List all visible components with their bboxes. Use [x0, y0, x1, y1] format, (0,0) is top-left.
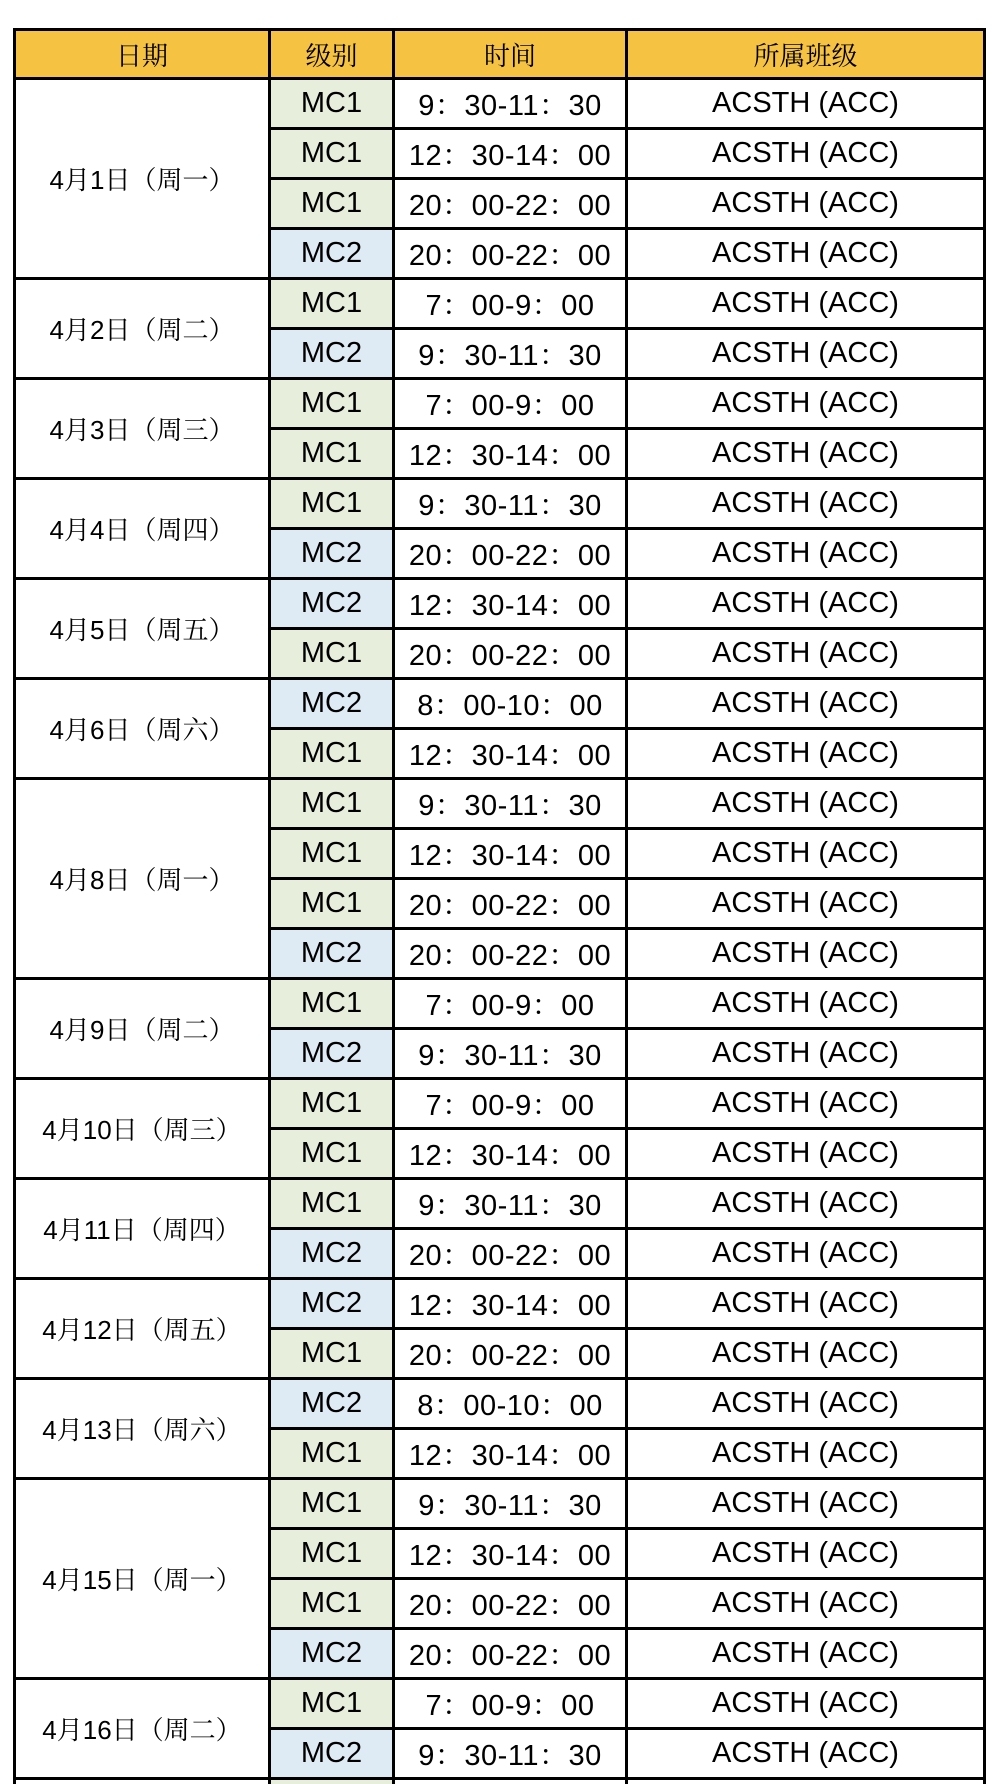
time-cell: 12：30-14：00 — [394, 729, 627, 779]
time-cell: 12：30-14：00 — [394, 1129, 627, 1179]
header-cell-time: 时间 — [394, 30, 627, 79]
time-cell: 9：30-11：30 — [394, 1029, 627, 1079]
class-cell: ACSTH (ACC) — [627, 1529, 985, 1579]
level-cell: MC2 — [270, 329, 394, 379]
time-cell: 9：30-11：30 — [394, 1479, 627, 1529]
level-cell: MC2 — [270, 529, 394, 579]
date-cell: 4月12日（周五） — [15, 1279, 270, 1379]
level-cell: MC2 — [270, 1229, 394, 1279]
time-cell: 12：30-14：00 — [394, 579, 627, 629]
level-cell: MC2 — [270, 1629, 394, 1679]
time-cell: 20：00-22：00 — [394, 1229, 627, 1279]
class-cell: ACSTH (ACC) — [627, 829, 985, 879]
class-cell: ACSTH (ACC) — [627, 429, 985, 479]
time-cell: 20：00-22：00 — [394, 179, 627, 229]
level-cell: MC1 — [270, 1479, 394, 1529]
level-cell: MC2 — [270, 679, 394, 729]
class-cell: ACSTH (ACC) — [627, 1129, 985, 1179]
level-cell: MC2 — [270, 229, 394, 279]
schedule-row — [15, 1679, 985, 1729]
time-cell: 20：00-22：00 — [394, 879, 627, 929]
time-cell: 9：30-11：30 — [394, 779, 627, 829]
level-cell: MC1 — [270, 829, 394, 879]
date-cell: 4月5日（周五） — [15, 579, 270, 679]
time-cell: 20：00-22：00 — [394, 229, 627, 279]
class-cell: ACSTH (ACC) — [627, 1379, 985, 1429]
time-cell: 12：30-14：00 — [394, 1429, 627, 1479]
time-cell: 7：00-9：00 — [394, 379, 627, 429]
time-cell: 20：00-22：00 — [394, 629, 627, 679]
level-cell: MC2 — [270, 1729, 394, 1779]
level-cell: MC2 — [270, 929, 394, 979]
date-cell: 4月9日（周二） — [15, 979, 270, 1079]
date-cell: 4月6日（周六） — [15, 679, 270, 779]
date-cell: 4月1日（周一） — [15, 79, 270, 279]
level-cell: MC1 — [270, 279, 394, 329]
class-cell: ACSTH (ACC) — [627, 1329, 985, 1379]
time-cell: 20：00-22：00 — [394, 1579, 627, 1629]
class-cell: ACSTH (ACC) — [627, 329, 985, 379]
time-cell: 8：00-10：00 — [394, 679, 627, 729]
class-cell: ACSTH (ACC) — [627, 1429, 985, 1479]
level-cell: MC1 — [270, 429, 394, 479]
date-cell: 4月11日（周四） — [15, 1179, 270, 1279]
class-cell: ACSTH (ACC) — [627, 579, 985, 629]
date-cell: 4月8日（周一） — [15, 779, 270, 979]
header-cell-date: 日期 — [15, 30, 270, 79]
level-cell: MC1 — [270, 179, 394, 229]
class-schedule-table — [13, 28, 986, 1784]
time-cell: 7：00-9：00 — [394, 279, 627, 329]
time-cell: 9：30-11：30 — [394, 1179, 627, 1229]
date-cell: 4月16日（周二） — [15, 1679, 270, 1779]
level-cell: MC1 — [270, 1429, 394, 1479]
level-cell: MC1 — [270, 1579, 394, 1629]
date-cell: 4月10日（周三） — [15, 1079, 270, 1179]
schedule-row-partial — [15, 1779, 985, 1784]
class-cell: ACSTH (ACC) — [627, 1229, 985, 1279]
class-cell: ACSTH (ACC) — [627, 1079, 985, 1129]
date-cell: 4月3日（周三） — [15, 379, 270, 479]
class-cell: ACSTH (ACC) — [627, 1729, 985, 1779]
date-cell: 4月15日（周一） — [15, 1479, 270, 1679]
schedule-row — [15, 279, 985, 329]
class-cell: ACSTH (ACC) — [627, 679, 985, 729]
time-cell: 9：30-11：30 — [394, 329, 627, 379]
time-cell: 20：00-22：00 — [394, 929, 627, 979]
class-cell: ACSTH (ACC) — [627, 1679, 985, 1729]
schedule-row — [15, 979, 985, 1029]
time-cell — [394, 1779, 627, 1784]
schedule-row — [15, 79, 985, 129]
time-cell: 20：00-22：00 — [394, 529, 627, 579]
class-cell: ACSTH (ACC) — [627, 529, 985, 579]
time-cell: 12：30-14：00 — [394, 1529, 627, 1579]
level-cell: MC1 — [270, 479, 394, 529]
date-cell: 4月2日（周二） — [15, 279, 270, 379]
schedule-row — [15, 1279, 985, 1329]
time-cell: 7：00-9：00 — [394, 979, 627, 1029]
class-cell: ACSTH (ACC) — [627, 379, 985, 429]
schedule-row — [15, 379, 985, 429]
class-cell: ACSTH (ACC) — [627, 229, 985, 279]
class-cell: ACSTH (ACC) — [627, 1279, 985, 1329]
class-cell: ACSTH (ACC) — [627, 879, 985, 929]
level-cell: MC1 — [270, 879, 394, 929]
class-cell: ACSTH (ACC) — [627, 779, 985, 829]
level-cell: MC1 — [270, 979, 394, 1029]
class-cell: ACSTH (ACC) — [627, 129, 985, 179]
class-cell: ACSTH (ACC) — [627, 929, 985, 979]
class-cell: ACSTH (ACC) — [627, 179, 985, 229]
class-cell: ACSTH (ACC) — [627, 1579, 985, 1629]
class-cell: ACSTH (ACC) — [627, 1029, 985, 1079]
schedule-row — [15, 679, 985, 729]
time-cell: 12：30-14：00 — [394, 129, 627, 179]
level-cell: MC1 — [270, 1079, 394, 1129]
header-cell-class: 所属班级 — [627, 30, 985, 79]
level-cell: MC1 — [270, 729, 394, 779]
schedule-row — [15, 779, 985, 829]
time-cell: 20：00-22：00 — [394, 1329, 627, 1379]
level-cell: MC1 — [270, 79, 394, 129]
date-cell: 4月13日（周六） — [15, 1379, 270, 1479]
schedule-body — [15, 79, 985, 1784]
class-cell: ACSTH (ACC) — [627, 1479, 985, 1529]
level-cell: MC1 — [270, 1679, 394, 1729]
level-cell: MC2 — [270, 1379, 394, 1429]
schedule-row — [15, 1079, 985, 1129]
class-cell: ACSTH (ACC) — [627, 979, 985, 1029]
time-cell: 20：00-22：00 — [394, 1629, 627, 1679]
schedule-row — [15, 1179, 985, 1229]
class-cell: ACSTH (ACC) — [627, 279, 985, 329]
time-cell: 12：30-14：00 — [394, 429, 627, 479]
level-cell: MC2 — [270, 1029, 394, 1079]
class-cell: ACSTH (ACC) — [627, 629, 985, 679]
class-cell: ACSTH (ACC) — [627, 479, 985, 529]
class-cell — [627, 1779, 985, 1784]
class-cell: ACSTH (ACC) — [627, 79, 985, 129]
level-cell: MC1 — [270, 1179, 394, 1229]
time-cell: 12：30-14：00 — [394, 829, 627, 879]
schedule-row — [15, 1479, 985, 1529]
time-cell: 12：30-14：00 — [394, 1279, 627, 1329]
header-cell-level: 级别 — [270, 30, 394, 79]
level-cell: MC1 — [270, 779, 394, 829]
level-cell: MC1 — [270, 1529, 394, 1579]
level-cell: MC1 — [270, 629, 394, 679]
time-cell: 7：00-9：00 — [394, 1079, 627, 1129]
schedule-row — [15, 579, 985, 629]
level-cell: MC2 — [270, 1279, 394, 1329]
schedule-row — [15, 1379, 985, 1429]
time-cell: 9：30-11：30 — [394, 1729, 627, 1779]
class-cell: ACSTH (ACC) — [627, 1629, 985, 1679]
level-cell: MC1 — [270, 129, 394, 179]
class-cell: ACSTH (ACC) — [627, 729, 985, 779]
level-cell: MC2 — [270, 579, 394, 629]
schedule-row — [15, 479, 985, 529]
class-cell: ACSTH (ACC) — [627, 1179, 985, 1229]
time-cell: 9：30-11：30 — [394, 79, 627, 129]
level-cell: MC1 — [270, 379, 394, 429]
level-cell: MC1 — [270, 1129, 394, 1179]
time-cell: 9：30-11：30 — [394, 479, 627, 529]
date-cell — [15, 1779, 270, 1784]
time-cell: 8：00-10：00 — [394, 1379, 627, 1429]
level-cell: MC1 — [270, 1329, 394, 1379]
header-row — [15, 30, 985, 79]
date-cell: 4月4日（周四） — [15, 479, 270, 579]
time-cell: 7：00-9：00 — [394, 1679, 627, 1729]
level-cell — [270, 1779, 394, 1784]
